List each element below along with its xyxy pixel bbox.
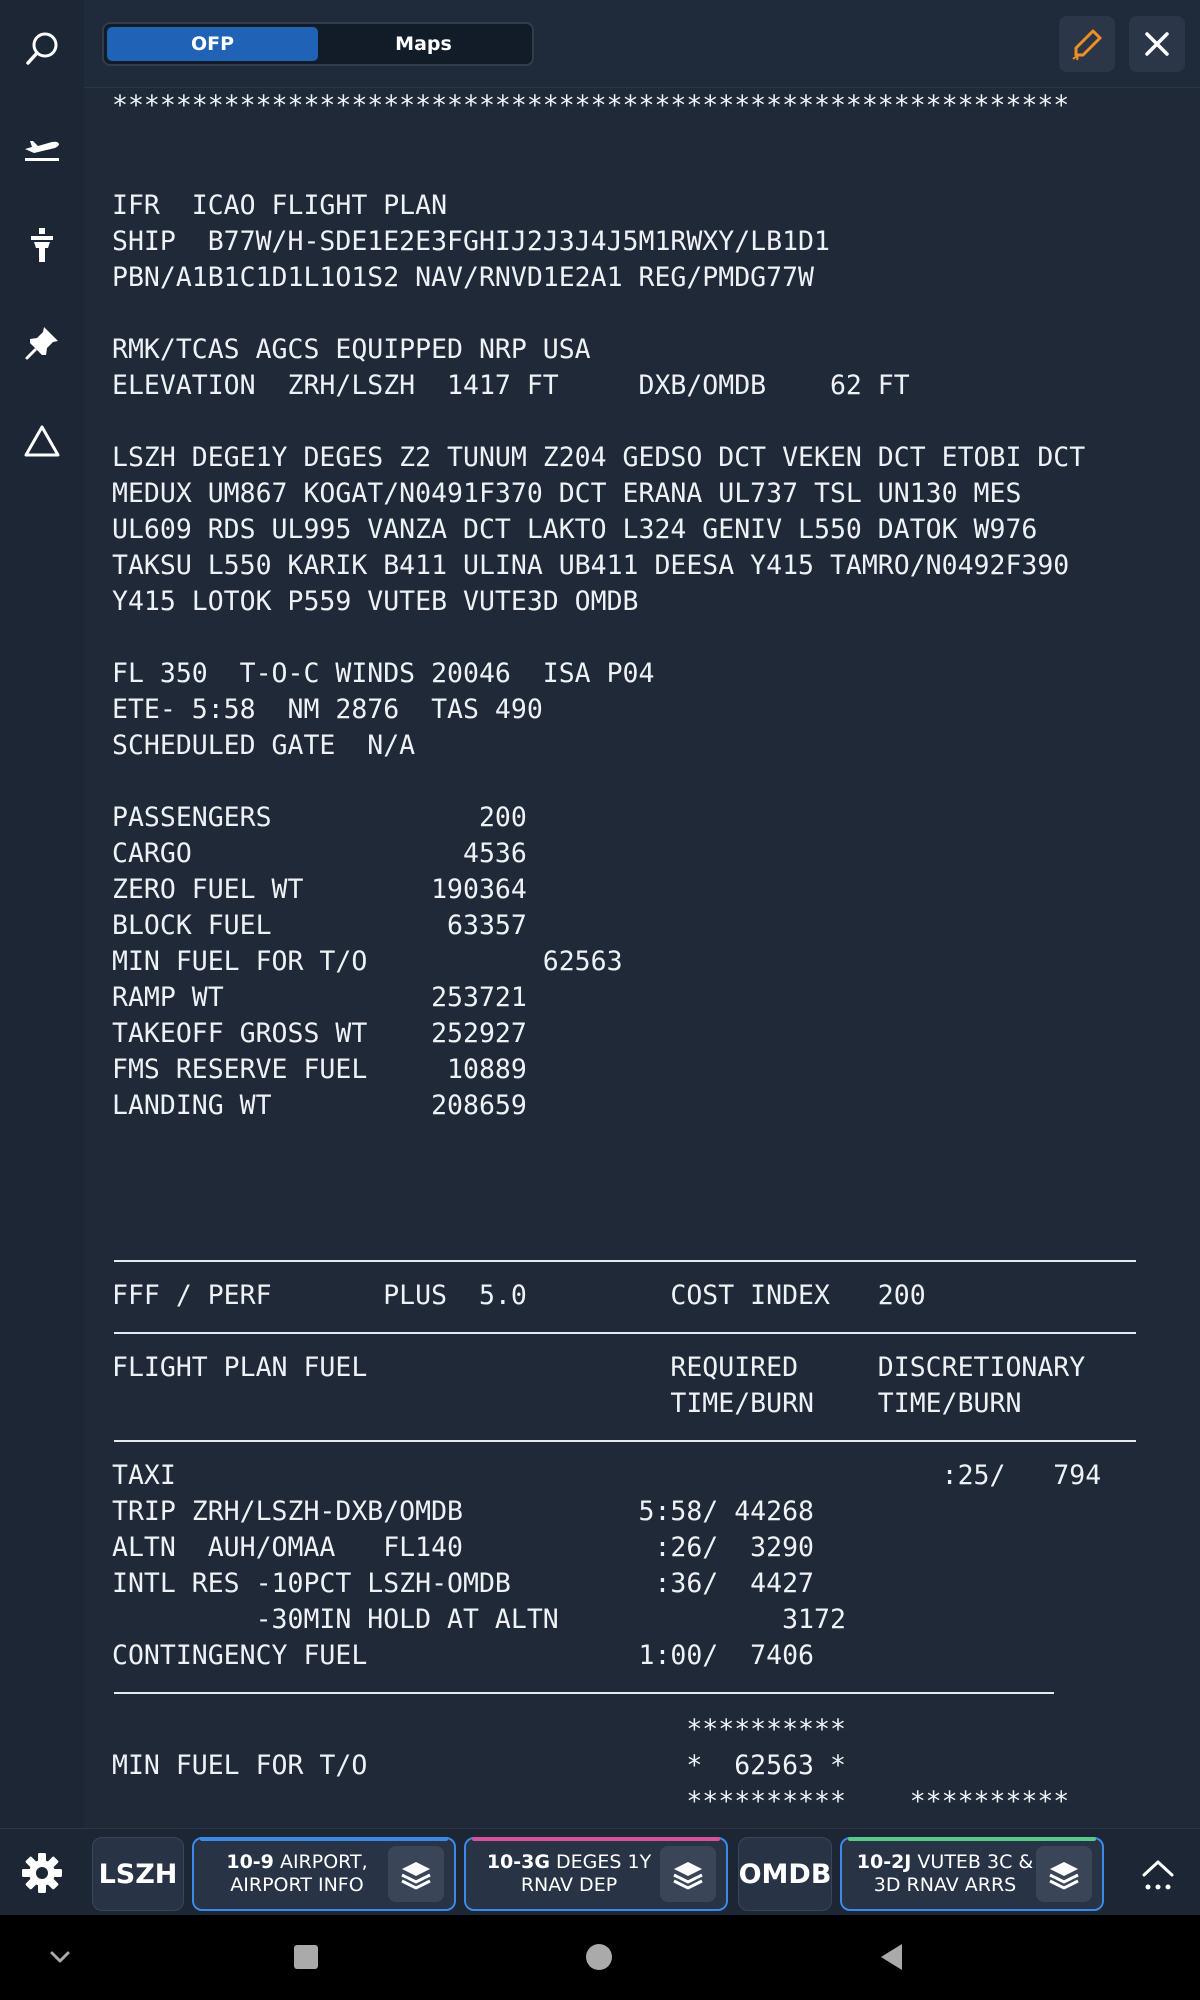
divider (114, 1440, 1136, 1442)
flight-icon (22, 127, 62, 167)
search-button[interactable] (0, 4, 84, 94)
system-nav-bar (0, 1915, 1200, 2000)
flight-plan-block: IFR ICAO FLIGHT PLAN SHIP B77W/H-SDE1E2E3FGHIJ2J3J4J5M1RWXY/LB1D1 PBN/A1B1C1D1L1O1S2 NAV/RNVD1E2A1 REG/PMDG77W RMK/TCAS AGCS EQUIPPED NRP USA ELEVATION ZRH/LSZH 1417 FT DXB/OMDB 62 FT LSZH DEGE1Y DEGES Z2 TUNUM Z204 GEDSO DCT VEKEN DCT ETOBI DCT MEDUX UM867 KOGAT/N0491F370 DCT ERANA UL737 TSL UN130 MES UL609 RDS UL995 VANZA DCT LAKTO L324 GENIV L550 DATOK W976 TAKSU L550 KARIK B411 ULINA UB411 DEESA Y415 TAMRO/N0492F390 Y415 LOTOK P559 VUTEB VUTE3D OMDB FL 350 T-O-C WINDS 20046 ISA P04 ETE- 5:58 NM 2876 TAS 490 SCHEDULED GATE N/A PASSENGERS 200 CARGO 4536 ZERO FUEL WT 190364 BLOCK FUEL 63357 MIN FUEL FOR T/O 62563 RAMP WT 253721 TAKEOFF GROSS WT 252927 FMS RESERVE FUEL 10889 LANDING WT 208659 (112, 190, 1086, 1121)
flight-button[interactable] (0, 102, 84, 192)
tower-icon (22, 225, 62, 265)
tab-accent (200, 1837, 448, 1841)
back-triangle-icon (872, 1937, 912, 1977)
divider (114, 1260, 1136, 1262)
search-icon (22, 29, 62, 69)
chart-tab-10-2j[interactable] (840, 1837, 1104, 1911)
chevron-down-icon (40, 1937, 80, 1977)
fuel-table-rows: TAXI :25/ 794 TRIP ZRH/LSZH-DXB/OMDB 5:58/ 44268 ALTN AUH/OMAA FL140 :26/ 3290 INTL RES -10PCT LSZH-OMDB :36/ 4427 -30MIN HOLD AT ALTN 3172 CONTINGENCY FUEL 1:00/ 7406 (112, 1460, 1102, 1671)
layers-button[interactable] (660, 1846, 716, 1902)
chart-tab-10-9[interactable] (192, 1837, 456, 1911)
perf-line: FFF / PERF PLUS 5.0 COST INDEX 200 (112, 1280, 926, 1311)
close-icon (1139, 26, 1175, 62)
layers-icon (399, 1857, 433, 1891)
triangle-icon (22, 421, 62, 461)
square-icon (286, 1937, 326, 1977)
pin-button[interactable] (0, 298, 84, 388)
chart-tab-10-3g[interactable] (464, 1837, 728, 1911)
close-button[interactable] (1129, 16, 1185, 72)
tab-maps[interactable]: Maps (395, 33, 452, 55)
nav-collapse-button[interactable] (40, 1937, 80, 1977)
airport-tab-omdb[interactable]: OMDB (738, 1837, 832, 1911)
circle-icon (579, 1937, 619, 1977)
tower-button[interactable] (0, 200, 84, 290)
chart-tab-label: 10-2J VUTEB 3C & 3D RNAV ARRS (856, 1851, 1034, 1896)
layers-icon (1047, 1857, 1081, 1891)
edit-button[interactable] (1059, 16, 1115, 72)
nav-home-button[interactable] (579, 1937, 619, 1977)
divider (114, 1692, 1054, 1694)
chart-tab-label: 10-3G DEGES 1Y RNAV DEP (486, 1851, 652, 1896)
tab-accent (472, 1837, 720, 1841)
expand-tabs-button[interactable] (1116, 1829, 1200, 1916)
tab-ofp[interactable]: OFP (107, 27, 318, 61)
stars-line: ************************************************************ (112, 90, 1070, 121)
min-fuel-block: ********** MIN FUEL FOR T/O * 62563 * ********** ********** (112, 1714, 1070, 1817)
pencil-icon (1069, 26, 1105, 62)
nav-back-button[interactable] (872, 1937, 912, 1977)
ofp-document[interactable] (84, 88, 1200, 1828)
layers-icon (671, 1857, 705, 1891)
fuel-table-header: FLIGHT PLAN FUEL REQUIRED DISCRETIONARY TIME/BURN TIME/BURN (112, 1352, 1086, 1419)
nav-recents-button[interactable] (286, 1937, 326, 1977)
chevron-up-dots-icon (1136, 1851, 1180, 1895)
gear-icon[interactable] (18, 1849, 66, 1897)
ofp-header (84, 0, 1200, 88)
divider (114, 1332, 1136, 1334)
layers-button[interactable] (388, 1846, 444, 1902)
tab-accent (848, 1837, 1096, 1841)
left-sidebar (0, 0, 84, 1915)
pin-icon (22, 323, 62, 363)
chart-tab-label: 10-9 AIRPORT, AIRPORT INFO (226, 1851, 368, 1896)
chart-tab-bar (0, 1828, 1200, 1915)
airport-tab-lszh[interactable]: LSZH (92, 1837, 184, 1911)
layers-button[interactable] (1036, 1846, 1092, 1902)
view-segmented-control (102, 22, 534, 66)
triangle-button[interactable] (0, 396, 84, 486)
